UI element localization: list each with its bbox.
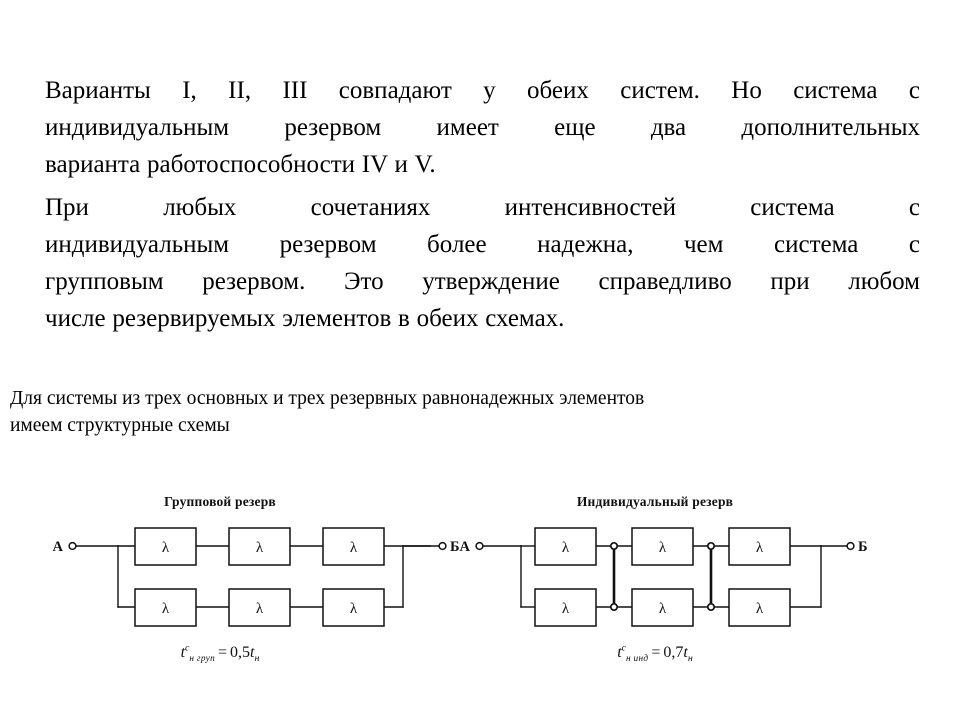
- lambda-label: λ: [658, 540, 667, 556]
- lambda-label: λ: [161, 540, 170, 556]
- lambda-label: λ: [255, 601, 264, 617]
- formula-superscript: c: [621, 643, 627, 654]
- terminal-a-node: [476, 543, 483, 550]
- junction-node: [708, 543, 714, 549]
- lambda-label: λ: [755, 540, 764, 556]
- formula-equals: =: [218, 644, 228, 662]
- paragraph-2: [45, 189, 920, 337]
- slide-text-body: [45, 72, 920, 343]
- diagram-individual-reserve-title: Индивидуальный резерв: [576, 494, 734, 509]
- lambda-label: λ: [755, 601, 764, 617]
- junction-node: [708, 604, 714, 610]
- terminal-b-node: [439, 543, 446, 550]
- paragraph-3: [10, 385, 750, 439]
- formula-rhs-base: t: [683, 644, 688, 662]
- formula-superscript: c: [185, 643, 190, 654]
- diagram-group-reserve-svg: [35, 514, 460, 644]
- paragraph-1-line-2: индивидуальным резервом имеет еще два дополнительных: [45, 114, 920, 141]
- diagrams-container: [0, 488, 960, 703]
- paragraph-1-line-3: варианта работоспособности IV и V.: [45, 151, 436, 178]
- terminal-b-label: Б: [858, 539, 868, 555]
- formula-subscript: н инд: [626, 654, 649, 665]
- paragraph-3-line-1: Для системы из трех основных и трех резервных равнонадежных элементов: [10, 388, 645, 409]
- formula-base: t: [180, 644, 186, 662]
- lambda-label: λ: [349, 540, 358, 556]
- lambda-label: λ: [561, 540, 570, 556]
- diagram-individual-reserve-formula: [455, 643, 855, 665]
- paragraph-2-line-3: групповым резервом. Это утверждение справедливо при любом: [45, 268, 920, 295]
- diagram-group-reserve-formula: [35, 643, 405, 665]
- formula-base: t: [617, 644, 622, 662]
- formula-rhs-subscript: н: [254, 653, 260, 665]
- paragraph-2-line-1: При любых сочетаниях интенсивностей система с: [45, 194, 920, 221]
- terminal-a-label: A: [459, 539, 470, 555]
- lambda-label: λ: [255, 540, 264, 556]
- lambda-label: λ: [658, 601, 667, 617]
- terminal-a-node: [69, 543, 76, 550]
- terminal-a-label: A: [52, 539, 63, 555]
- diagram-group-reserve-title: Групповой резерв: [164, 494, 276, 509]
- paragraph-2-line-4: числе резервируемых элементов в обеих схемах.: [45, 305, 565, 332]
- terminal-b-node: [847, 543, 854, 550]
- formula-rhs-base: t: [250, 644, 255, 662]
- formula-subscript: н груп: [189, 654, 216, 665]
- junction-node: [611, 543, 617, 549]
- lambda-label: λ: [349, 601, 358, 617]
- diagram-individual-reserve-svg: [455, 514, 868, 644]
- paragraph-2-line-2: индивидуальным резервом более надежна, чем система с: [45, 231, 920, 258]
- paragraph-3-line-2: имеем структурные схемы: [10, 415, 230, 436]
- paragraph-1: [45, 72, 920, 183]
- paragraph-1-line-1: Варианты I, II, III совпадают у обеих систем. Но система с: [45, 77, 920, 104]
- lambda-label: λ: [561, 601, 570, 617]
- formula-rhs-subscript: н: [687, 653, 693, 665]
- lambda-label: λ: [161, 601, 170, 617]
- formula-equals: =: [651, 644, 661, 662]
- terminal-b-label: Б: [450, 539, 460, 555]
- formula-coefficient: 0,5: [230, 644, 251, 662]
- junction-node: [611, 604, 617, 610]
- formula-coefficient: 0,7: [663, 644, 684, 662]
